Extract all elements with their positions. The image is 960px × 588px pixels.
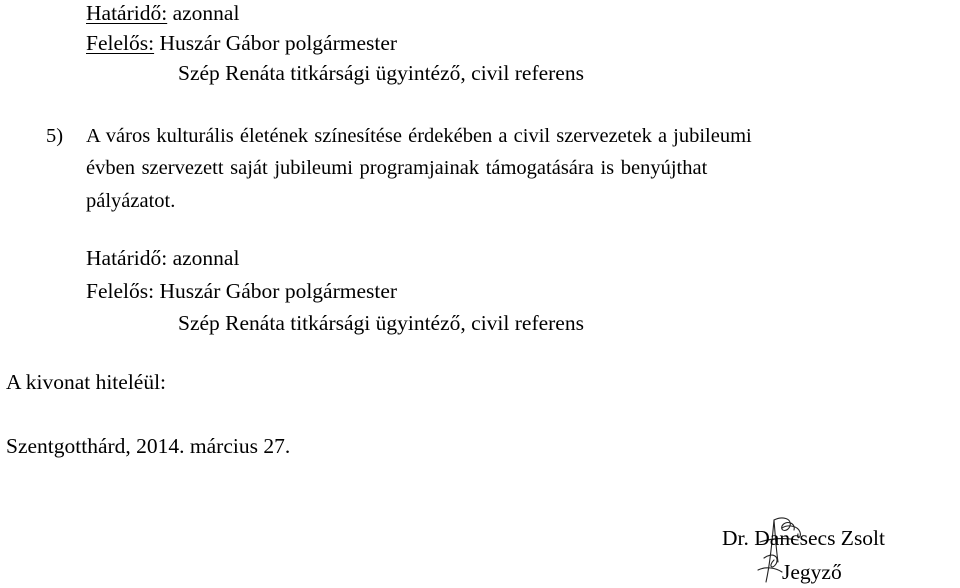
- responsible-value: Huszár Gábor polgármester: [159, 279, 398, 303]
- deadline-label: Határidő:: [86, 1, 168, 25]
- item-text-line: A város kulturális életének színesítése érdekében a civil szervezetek a jubileumi: [86, 125, 752, 147]
- deadline-label: Határidő:: [86, 246, 168, 270]
- responsible-line-2: [86, 281, 397, 303]
- item-text-line: évben szervezett saját jubileumi programjainak támogatására is benyújthat: [86, 157, 708, 179]
- item-number: 5): [46, 125, 64, 147]
- responsible-value: Huszár Gábor polgármester: [159, 31, 398, 55]
- item-text-line: pályázatot.: [86, 190, 176, 212]
- deadline-value: azonnal: [172, 246, 240, 270]
- place-date: Szentgotthárd, 2014. március 27.: [6, 434, 291, 458]
- certification-label: A kivonat hiteléül:: [6, 370, 167, 394]
- deadline-value: azonnal: [172, 1, 240, 25]
- responsible-label: Felelős:: [86, 279, 155, 303]
- responsible-second-1: Szép Renáta titkársági ügyintéző, civil referens: [178, 61, 584, 85]
- deadline-line-1: [86, 3, 239, 25]
- responsible-second-2: Szép Renáta titkársági ügyintéző, civil referens: [178, 311, 584, 335]
- responsible-line-1: [86, 33, 397, 55]
- signature-title: Jegyző: [782, 560, 842, 584]
- signature-name: Dr. Dancsecs Zsolt: [722, 526, 886, 550]
- deadline-line-2: [86, 248, 239, 270]
- responsible-label: Felelős:: [86, 31, 155, 55]
